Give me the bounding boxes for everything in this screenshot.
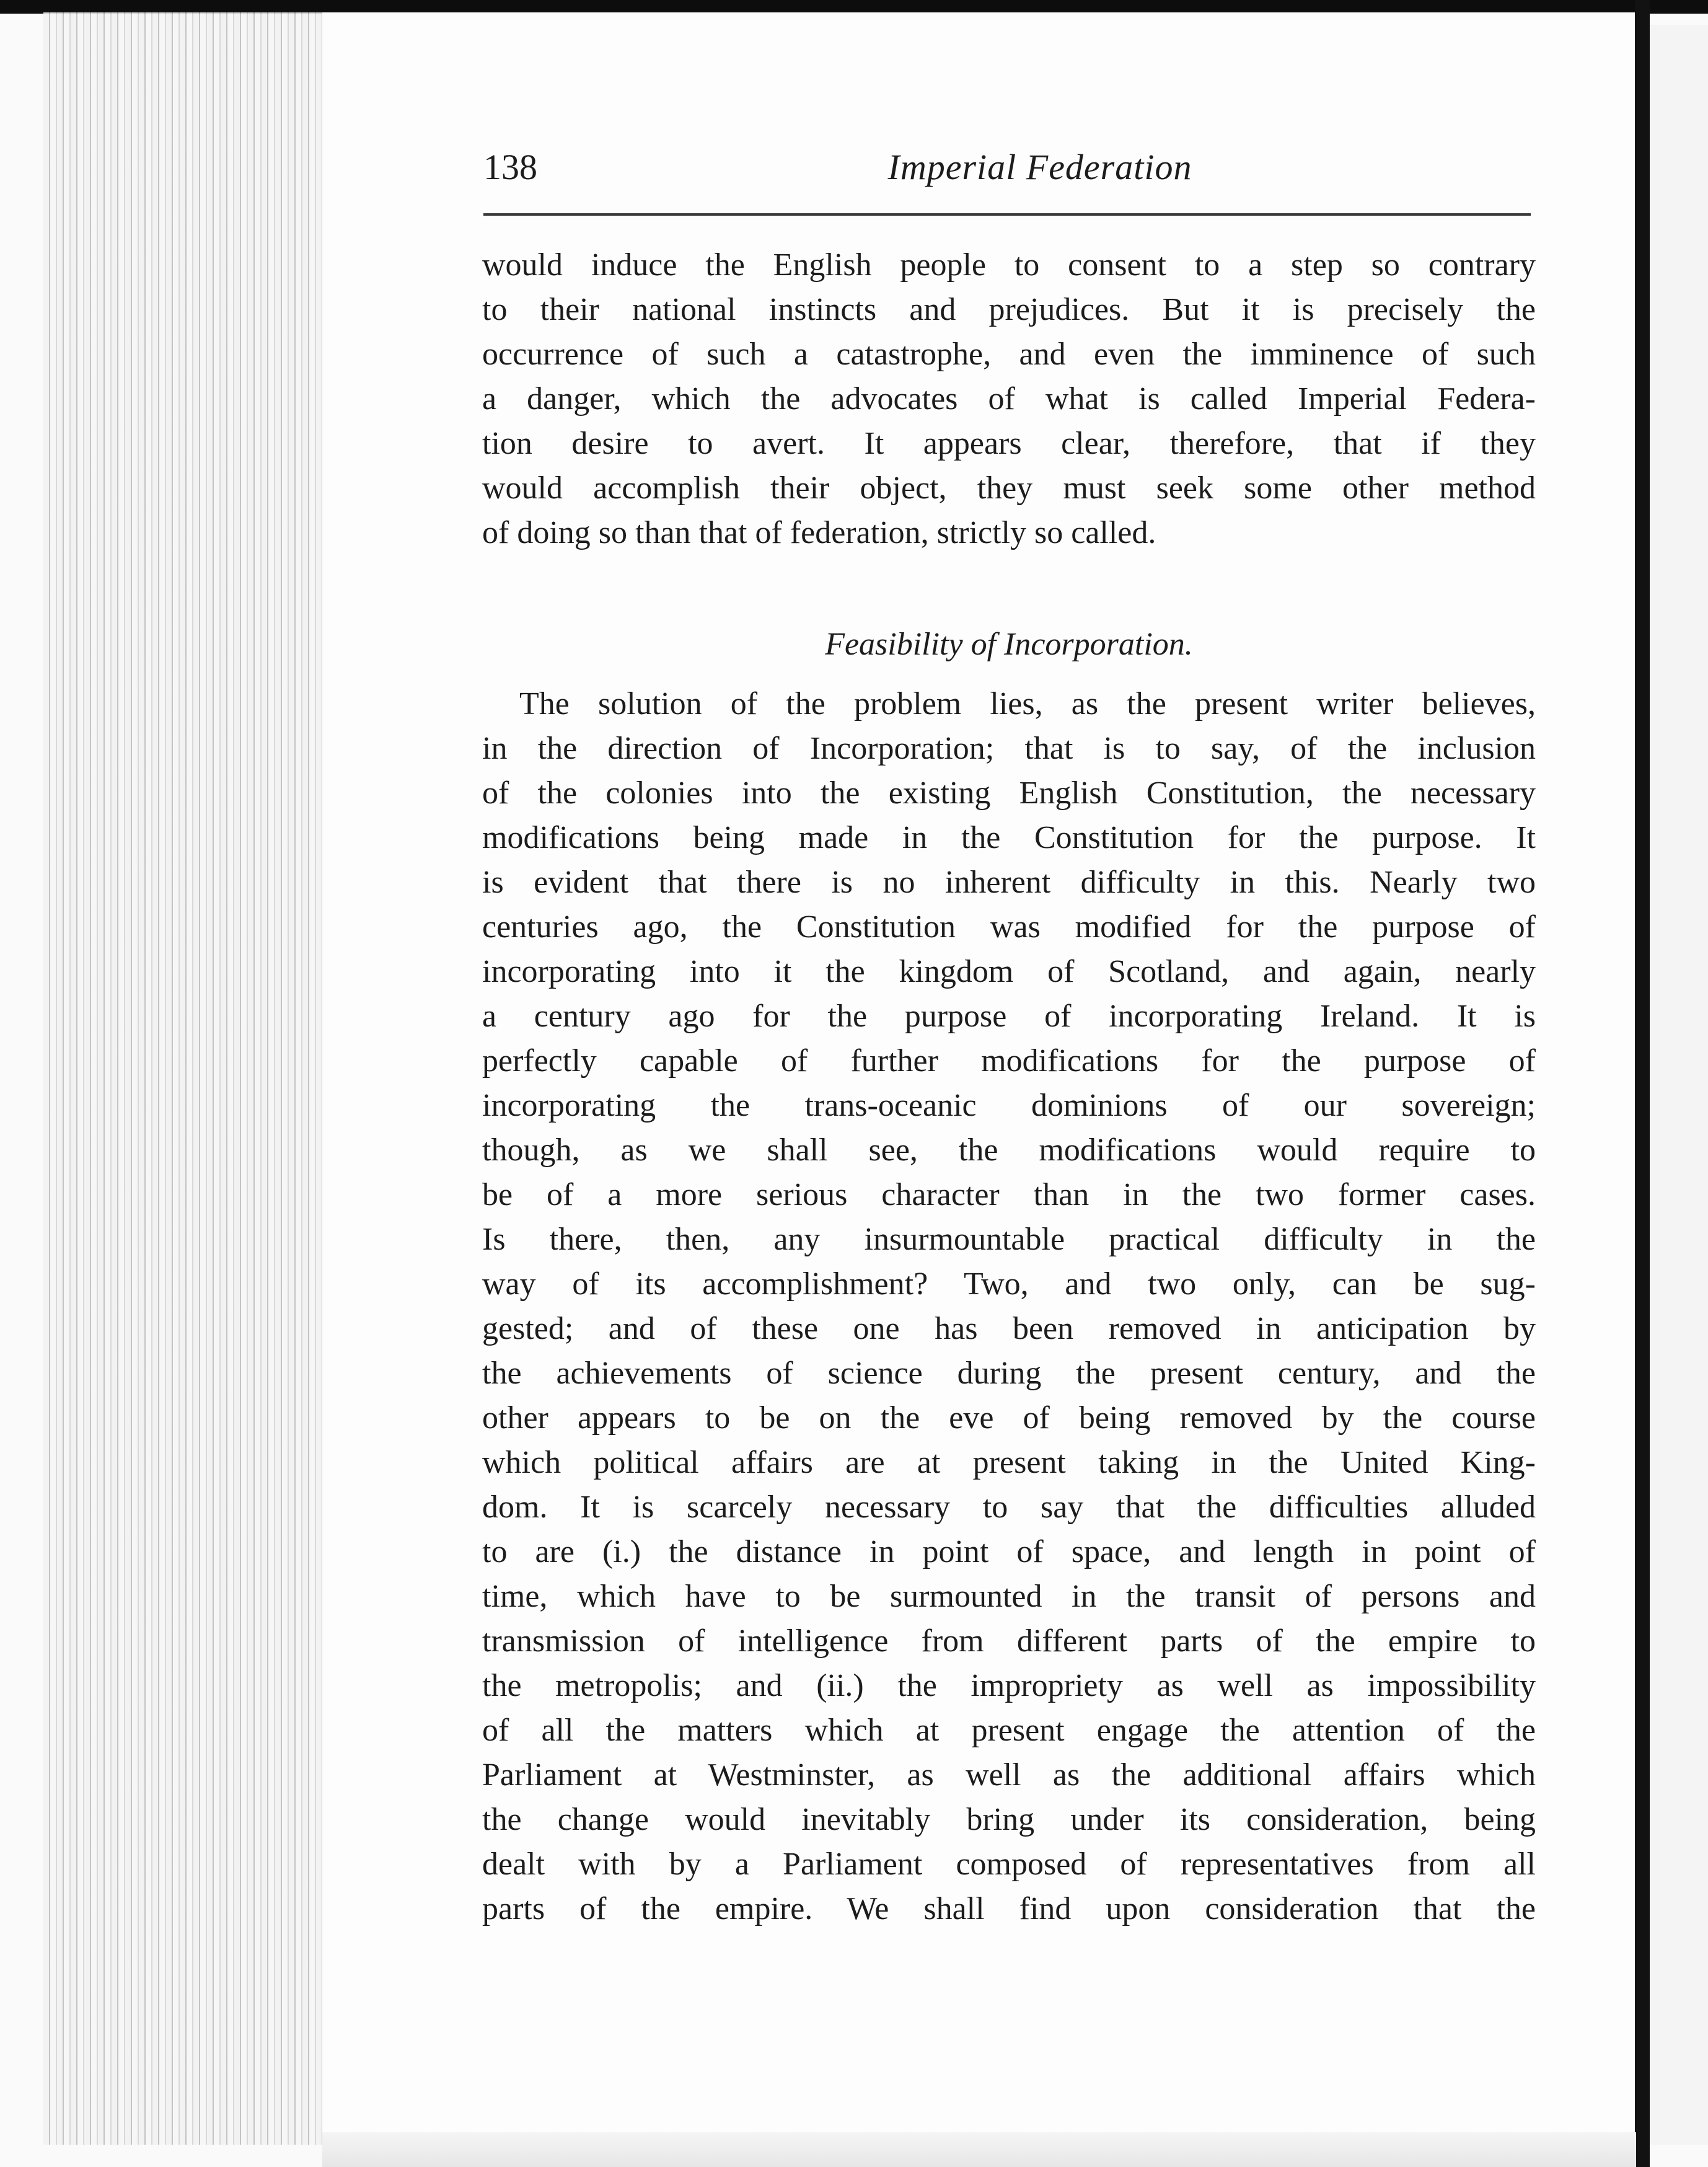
running-title: Imperial Federation [887, 147, 1192, 187]
text-line: parts of the empire. We shall find upon consideration that the [482, 1891, 1536, 1926]
scan-top-border [0, 0, 1708, 14]
spine-shadow [1635, 0, 1650, 2167]
text-line: Parliament at Westminster, as well as the additional affairs which [482, 1757, 1536, 1793]
text-line: way of its accomplishment? Two, and two only, can be sug- [482, 1266, 1536, 1302]
book-page-edges [43, 12, 322, 2145]
text-line: which political affairs are at present taking in the United King- [482, 1445, 1536, 1480]
text-line: to are (i.) the distance in point of space, and length in point of [482, 1534, 1536, 1569]
section-heading: Feasibility of Incorporation. [825, 627, 1193, 662]
text-line: of all the matters which at present engage the attention of the [482, 1713, 1536, 1748]
page-number: 138 [483, 147, 537, 187]
text-line: is evident that there is no inherent difficulty in this. Nearly two [482, 865, 1536, 900]
text-line: transmission of intelligence from different parts of the empire to [482, 1623, 1536, 1659]
text-line: dom. It is scarcely necessary to say that the difficulties alluded [482, 1490, 1536, 1525]
text-line: a danger, which the advocates of what is called Imperial Federa- [482, 381, 1536, 417]
text-line: time, which have to be surmounted in the transit of persons and [482, 1579, 1536, 1614]
text-line: the metropolis; and (ii.) the impropriety as well as impossibility [482, 1668, 1536, 1703]
header-rule [483, 213, 1531, 216]
text-line: of the colonies into the existing English Constitution, the necessary [482, 775, 1536, 811]
text-line: other appears to be on the eve of being removed by the course [482, 1400, 1536, 1436]
text-line: dealt with by a Parliament composed of representatives from all [482, 1847, 1536, 1882]
page-bottom-shadow [322, 2132, 1636, 2167]
text-line: would induce the English people to consent to a step so contrary [482, 247, 1536, 283]
text-line: a century ago for the purpose of incorporating Ireland. It is [482, 999, 1536, 1034]
text-line: incorporating into it the kingdom of Scotland, and again, nearly [482, 954, 1536, 989]
text-line: in the direction of Incorporation; that is to say, of the inclusion [482, 731, 1536, 766]
running-head [483, 143, 1537, 192]
text-line: centuries ago, the Constitution was modified for the purpose of [482, 909, 1536, 945]
text-line: The solution of the problem lies, as the present writer believes, [519, 686, 1536, 722]
text-line: incorporating the trans-oceanic dominions of our sovereign; [482, 1088, 1536, 1123]
text-line: occurrence of such a catastrophe, and even the imminence of such [482, 337, 1536, 372]
text-line: the achievements of science during the present century, and the [482, 1356, 1536, 1391]
text-line: to their national instincts and prejudices. But it is precisely the [482, 292, 1536, 327]
facing-page-margin [1650, 25, 1708, 2145]
text-line: be of a more serious character than in the two former cases. [482, 1177, 1536, 1212]
text-line: gested; and of these one has been removed in anticipation by [482, 1311, 1536, 1346]
text-line: would accomplish their object, they must seek some other method [482, 470, 1536, 506]
text-line: though, as we shall see, the modifications would require to [482, 1132, 1536, 1168]
text-line: tion desire to avert. It appears clear, therefore, that if they [482, 426, 1536, 461]
text-line: modifications being made in the Constitution for the purpose. It [482, 820, 1536, 855]
text-line: of doing so than that of federation, strictly so called. [482, 515, 1156, 550]
text-line: perfectly capable of further modifications for the purpose of [482, 1043, 1536, 1079]
text-line: Is there, then, any insurmountable practical difficulty in the [482, 1222, 1536, 1257]
text-line: the change would inevitably bring under its consideration, being [482, 1802, 1536, 1837]
